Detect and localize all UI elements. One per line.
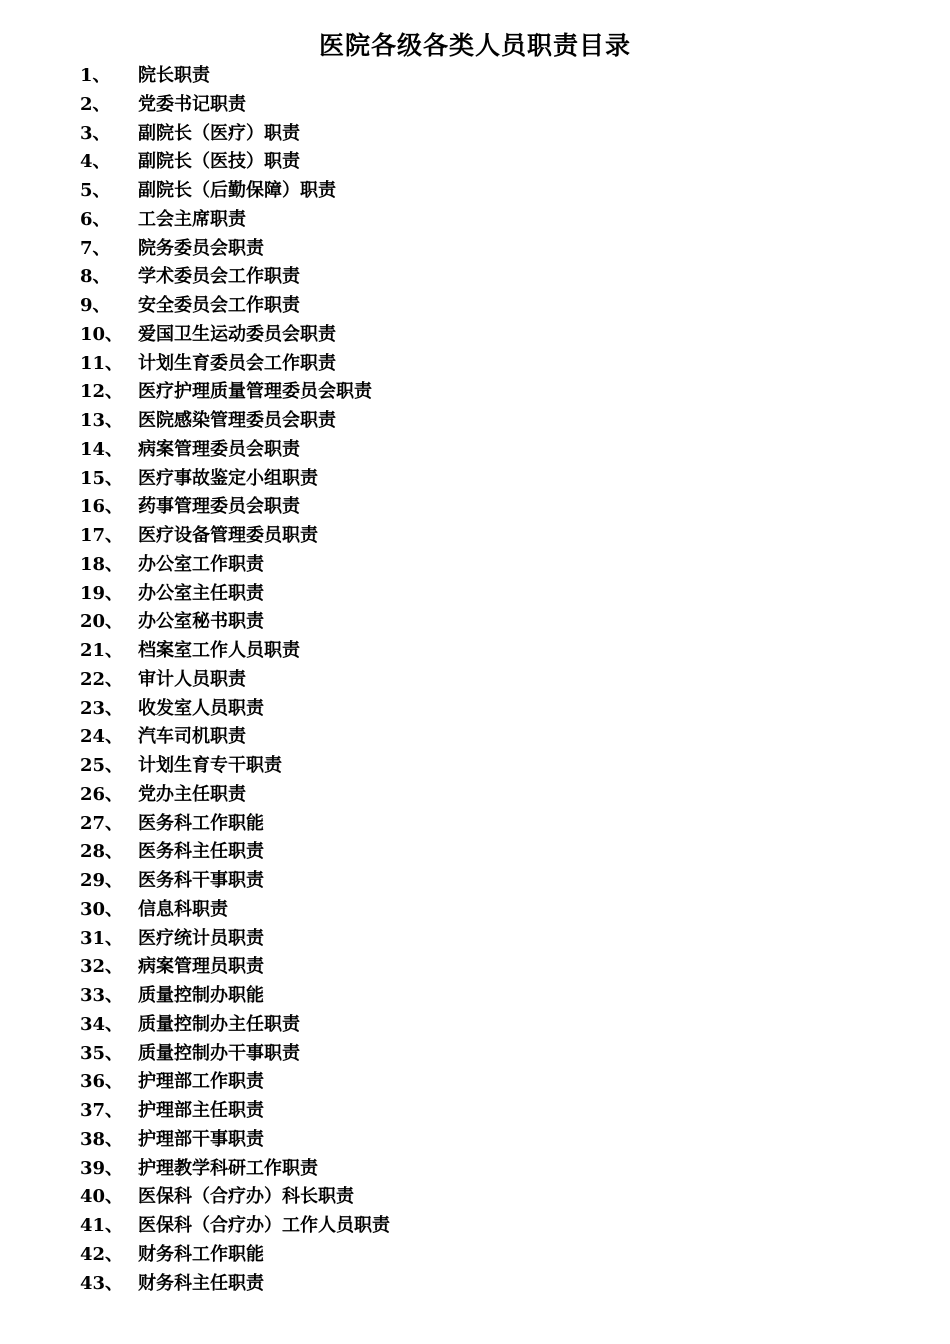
table-of-contents — [80, 62, 390, 1298]
list-item-label: 审计人员职责 — [138, 668, 246, 690]
list-item — [80, 350, 390, 379]
list-item-number: 25、 — [80, 755, 124, 776]
list-item — [80, 321, 390, 350]
list-item-number: 24、 — [80, 726, 124, 748]
list-item-number: 37、 — [80, 1100, 124, 1121]
list-item-number: 36、 — [80, 1071, 124, 1093]
list-item — [80, 953, 390, 982]
list-item-number: 9、 — [80, 295, 111, 316]
list-item-label: 护理部工作职责 — [138, 1071, 264, 1093]
list-item-number: 10、 — [80, 323, 124, 345]
list-item-number: 40、 — [80, 1186, 124, 1208]
list-item — [80, 1040, 390, 1069]
list-item — [80, 120, 390, 149]
list-item-number: 11、 — [80, 352, 124, 374]
list-item — [80, 1241, 390, 1270]
list-item-number: 16、 — [80, 496, 124, 518]
list-item-number: 8、 — [80, 266, 111, 288]
list-item-number: 42、 — [80, 1243, 124, 1265]
list-item-number: 34、 — [80, 1013, 124, 1035]
list-item — [80, 925, 390, 954]
list-item-label: 办公室主任职责 — [138, 582, 264, 604]
list-item — [80, 465, 390, 494]
list-item-label: 质量控制办职能 — [138, 985, 264, 1006]
list-item-label: 护理部干事职责 — [138, 1128, 264, 1150]
list-item — [80, 867, 390, 896]
list-item — [80, 493, 390, 522]
list-item-label: 档案室工作人员职责 — [138, 640, 300, 661]
list-item-label: 医疗设备管理委员职责 — [138, 525, 318, 546]
list-item-number: 13、 — [80, 410, 124, 431]
list-item-label: 副院长（医技）职责 — [138, 151, 300, 173]
list-item-number: 22、 — [80, 668, 124, 690]
list-item-label: 医疗事故鉴定小组职责 — [138, 467, 318, 489]
list-item-number: 38、 — [80, 1128, 124, 1150]
list-item-label: 信息科职责 — [138, 898, 228, 920]
list-item — [80, 292, 390, 321]
list-item-number: 17、 — [80, 525, 124, 546]
list-item-label: 医院感染管理委员会职责 — [138, 410, 336, 431]
list-item-label: 质量控制办主任职责 — [138, 1013, 300, 1035]
list-item — [80, 407, 390, 436]
list-item-label: 办公室工作职责 — [138, 553, 264, 575]
list-item-number: 6、 — [80, 208, 111, 230]
list-item-number: 33、 — [80, 985, 124, 1006]
list-item-label: 财务科工作职能 — [138, 1243, 264, 1265]
list-item-label: 医务科干事职责 — [138, 870, 264, 891]
list-item-number: 30、 — [80, 898, 124, 920]
list-item-number: 31、 — [80, 927, 124, 949]
list-item-label: 学术委员会工作职责 — [138, 266, 300, 288]
document-title: 医院各级各类人员职责目录 — [318, 31, 631, 60]
list-item — [80, 1068, 390, 1097]
list-item-number: 4、 — [80, 151, 111, 173]
list-item-label: 副院长（医疗）职责 — [138, 122, 300, 144]
list-item-label: 医保科（合疗办）科长职责 — [138, 1186, 354, 1208]
list-item-number: 3、 — [80, 122, 111, 144]
list-item-number: 20、 — [80, 611, 124, 633]
list-item — [80, 177, 390, 206]
list-item-label: 质量控制办干事职责 — [138, 1042, 300, 1064]
list-item-number: 14、 — [80, 438, 124, 460]
list-item-label: 爱国卫生运动委员会职责 — [138, 323, 336, 345]
list-item — [80, 263, 390, 292]
list-item — [80, 148, 390, 177]
list-item — [80, 1155, 390, 1184]
list-item-label: 党委书记职责 — [138, 93, 246, 115]
list-item-number: 39、 — [80, 1157, 124, 1179]
list-item-number: 7、 — [80, 237, 111, 259]
list-item — [80, 1183, 390, 1212]
list-item-number: 12、 — [80, 381, 124, 403]
list-item-label: 医疗统计员职责 — [138, 927, 264, 949]
list-item — [80, 608, 390, 637]
list-item — [80, 896, 390, 925]
list-item-number: 35、 — [80, 1042, 124, 1064]
list-item-number: 15、 — [80, 467, 124, 489]
list-item-label: 副院长（后勤保障）职责 — [138, 180, 336, 201]
list-item-label: 护理部主任职责 — [138, 1100, 264, 1121]
list-item-label: 计划生育委员会工作职责 — [138, 352, 336, 374]
list-item — [80, 1097, 390, 1126]
list-item-number: 28、 — [80, 841, 124, 863]
list-item-number: 19、 — [80, 582, 124, 604]
list-item-number: 41、 — [80, 1215, 124, 1236]
list-item-number: 32、 — [80, 956, 124, 978]
list-item-label: 院务委员会职责 — [138, 237, 264, 259]
list-item-label: 院长职责 — [138, 65, 210, 86]
list-item — [80, 810, 390, 839]
list-item-label: 计划生育专干职责 — [138, 755, 282, 776]
list-item-number: 2、 — [80, 93, 111, 115]
list-item-label: 汽车司机职责 — [138, 726, 246, 748]
list-item-number: 29、 — [80, 870, 124, 891]
list-item-number: 21、 — [80, 640, 124, 661]
list-item — [80, 752, 390, 781]
list-item-label: 医保科（合疗办）工作人员职责 — [138, 1215, 390, 1236]
list-item — [80, 522, 390, 551]
list-item — [80, 1011, 390, 1040]
list-item-label: 安全委员会工作职责 — [138, 295, 300, 316]
list-item-label: 药事管理委员会职责 — [138, 496, 300, 518]
list-item — [80, 1126, 390, 1155]
list-item-number: 18、 — [80, 553, 124, 575]
list-item — [80, 695, 390, 724]
list-item — [80, 666, 390, 695]
list-item-label: 病案管理委员会职责 — [138, 438, 300, 460]
list-item — [80, 838, 390, 867]
list-item — [80, 580, 390, 609]
list-item-label: 医疗护理质量管理委员会职责 — [138, 381, 372, 403]
list-item — [80, 781, 390, 810]
list-item-label: 办公室秘书职责 — [138, 611, 264, 633]
list-item-label: 病案管理员职责 — [138, 956, 264, 978]
list-item-label: 财务科主任职责 — [138, 1272, 264, 1294]
list-item — [80, 637, 390, 666]
list-item — [80, 1212, 390, 1241]
list-item — [80, 1270, 390, 1299]
list-item — [80, 723, 390, 752]
list-item — [80, 235, 390, 264]
list-item — [80, 91, 390, 120]
list-item — [80, 62, 390, 91]
list-item — [80, 378, 390, 407]
list-item — [80, 206, 390, 235]
list-item-number: 23、 — [80, 697, 124, 719]
list-item-number: 27、 — [80, 812, 124, 834]
list-item-label: 护理教学科研工作职责 — [138, 1157, 318, 1179]
list-item — [80, 551, 390, 580]
list-item-label: 党办主任职责 — [138, 783, 246, 805]
list-item-label: 医务科工作职能 — [138, 812, 264, 834]
list-item-number: 26、 — [80, 783, 124, 805]
list-item — [80, 982, 390, 1011]
list-item — [80, 436, 390, 465]
list-item-number: 5、 — [80, 180, 111, 201]
list-item-label: 收发室人员职责 — [138, 697, 264, 719]
list-item-label: 工会主席职责 — [138, 208, 246, 230]
list-item-number: 1、 — [80, 65, 111, 86]
list-item-label: 医务科主任职责 — [138, 841, 264, 863]
list-item-number: 43、 — [80, 1272, 124, 1294]
